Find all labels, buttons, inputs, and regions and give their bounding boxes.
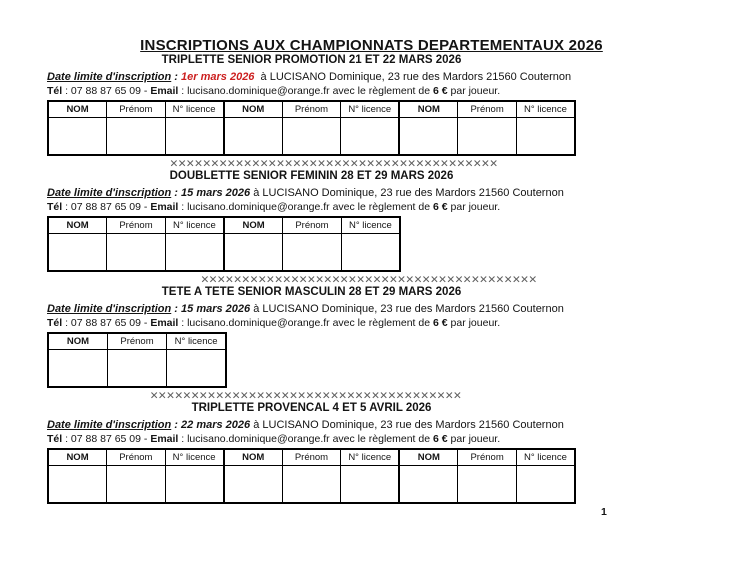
tel-number: : 07 88 87 65 09 - [62,433,151,445]
fee-tail: par joueur. [447,85,501,97]
tel-number: : 07 88 87 65 09 - [62,85,151,97]
registration-table [47,216,401,272]
event-heading: TETE A TETE SENIOR MASCULIN 28 ET 29 MARS 2026 [161,286,462,298]
empty-cell [165,466,224,504]
column-header-prenom: Prénom [282,449,341,466]
email-label: Email [150,201,179,213]
fee-amount: 6 € [432,85,448,97]
deadline-label: Date limite d'inscription [47,71,172,83]
column-header-licence: N° licence [165,101,224,118]
empty-cell [107,350,166,388]
empty-cell [399,118,458,156]
empty-cell [165,118,224,156]
tel-label: Tél [47,85,63,97]
empty-cell [282,466,341,504]
column-header-licence: N° licence [341,217,400,234]
deadline-colon: : [171,71,182,83]
empty-cell [48,350,107,388]
table-empty-row [48,234,400,272]
event-section-tete-a-tete-masculin [47,286,576,402]
table-header-row [48,333,226,350]
deadline-date: 1er mars 2026 [181,71,255,83]
event-heading: TRIPLETTE PROVENCAL 4 ET 5 AVRIL 2026 [191,402,432,414]
empty-cell [341,466,400,504]
email-address: : lucisano.dominique@orange.fr avec le règlement de [178,317,433,329]
deadline-label: Date limite d'inscription [47,303,172,315]
contact-line [47,317,576,330]
empty-cell [458,118,517,156]
table-header-row [48,101,575,118]
email-address: : lucisano.dominique@orange.fr avec le règlement de [178,433,433,445]
empty-cell [48,118,107,156]
column-header-licence: N° licence [167,333,226,350]
column-header-licence: N° licence [516,449,575,466]
deadline-line [47,418,576,432]
deadline-colon: : [171,187,182,199]
table-header-row [48,449,575,466]
column-header-prenom: Prénom [107,333,166,350]
fee-amount: 6 € [432,433,448,445]
column-header-licence: N° licence [341,449,400,466]
x-separator: ✕✕✕✕✕✕✕✕✕✕✕✕✕✕✕✕✕✕✕✕✕✕✕✕✕✕✕✕✕✕✕✕✕✕✕✕✕✕ [149,390,462,402]
fee-tail: par joueur. [447,317,501,329]
column-header-nom: NOM [399,449,458,466]
empty-cell [516,118,575,156]
doc-title [0,0,743,54]
column-header-licence: N° licence [165,449,224,466]
deadline-location: à LUCISANO Dominique, 23 rue des Mardors 21560 Couternon [254,71,572,83]
fee-amount: 6 € [432,317,448,329]
column-header-prenom: Prénom [107,217,166,234]
column-header-nom: NOM [48,449,107,466]
deadline-location: à LUCISANO Dominique, 23 rue des Mardors 21560 Couternon [250,303,564,315]
deadline-colon: : [171,303,182,315]
doc-title-text: INSCRIPTIONS AUX CHAMPIONNATS DEPARTEMENTAUX 2026 [140,37,603,54]
email-label: Email [150,317,179,329]
column-header-licence: N° licence [165,217,224,234]
table-empty-row [48,350,226,388]
column-header-nom: NOM [224,217,283,234]
column-header-nom: NOM [48,101,107,118]
column-header-prenom: Prénom [107,449,166,466]
empty-cell [399,466,458,504]
registration-table [47,100,576,156]
deadline-line [47,302,576,316]
fee-amount: 6 € [432,201,448,213]
empty-cell [107,118,166,156]
email-address: : lucisano.dominique@orange.fr avec le règlement de [178,201,433,213]
tel-label: Tél [47,317,63,329]
empty-cell [516,466,575,504]
empty-cell [282,118,341,156]
deadline-line [47,186,576,200]
x-separator: ✕✕✕✕✕✕✕✕✕✕✕✕✕✕✕✕✕✕✕✕✕✕✕✕✕✕✕✕✕✕✕✕✕✕✕✕✕✕✕✕✕ [200,274,537,286]
empty-cell [224,118,283,156]
registration-table [47,332,227,388]
contact-line [47,433,576,446]
empty-cell [48,466,107,504]
event-section-doublette-feminin [47,170,576,286]
empty-cell [341,118,400,156]
column-header-licence: N° licence [341,101,400,118]
empty-cell [165,234,224,272]
email-address: : lucisano.dominique@orange.fr avec le règlement de [178,85,433,97]
registration-table [47,448,576,504]
table-empty-row [48,466,575,504]
empty-cell [283,234,342,272]
deadline-label: Date limite d'inscription [47,187,172,199]
empty-cell [107,234,166,272]
contact-line [47,201,576,214]
event-section-triplette-provencal [47,402,576,504]
deadline-date: 22 mars 2026 [181,419,251,431]
column-header-prenom: Prénom [282,101,341,118]
tel-number: : 07 88 87 65 09 - [62,201,151,213]
fee-tail: par joueur. [447,433,501,445]
table-header-row [48,217,400,234]
event-section-triplette-promotion [47,54,576,170]
deadline-date: 15 mars 2026 [181,187,251,199]
empty-cell [107,466,166,504]
deadline-location: à LUCISANO Dominique, 23 rue des Mardors 21560 Couternon [250,187,564,199]
empty-cell [167,350,226,388]
table-empty-row [48,118,575,156]
event-heading: TRIPLETTE SENIOR PROMOTION 21 ET 22 MARS 2026 [161,54,462,66]
column-header-prenom: Prénom [107,101,166,118]
column-header-prenom: Prénom [283,217,342,234]
deadline-label: Date limite d'inscription [47,419,172,431]
empty-cell [224,234,283,272]
contact-line [47,85,576,98]
deadline-colon: : [171,419,182,431]
deadline-date: 15 mars 2026 [181,303,251,315]
column-header-nom: NOM [224,101,283,118]
column-header-prenom: Prénom [458,101,517,118]
deadline-line [47,70,576,84]
tel-label: Tél [47,433,63,445]
fee-tail: par joueur. [447,201,501,213]
x-separator: ✕✕✕✕✕✕✕✕✕✕✕✕✕✕✕✕✕✕✕✕✕✕✕✕✕✕✕✕✕✕✕✕✕✕✕✕✕✕✕✕ [169,158,498,170]
tel-number: : 07 88 87 65 09 - [62,317,151,329]
column-header-licence: N° licence [516,101,575,118]
email-label: Email [150,433,179,445]
document-content [47,54,576,504]
empty-cell [224,466,283,504]
empty-cell [48,234,107,272]
page-number: 1 [601,506,607,518]
tel-label: Tél [47,201,63,213]
column-header-nom: NOM [48,217,107,234]
column-header-nom: NOM [399,101,458,118]
column-header-nom: NOM [48,333,107,350]
column-header-nom: NOM [224,449,283,466]
event-heading: DOUBLETTE SENIOR FEMININ 28 ET 29 MARS 2026 [169,170,454,182]
empty-cell [341,234,400,272]
deadline-location: à LUCISANO Dominique, 23 rue des Mardors 21560 Couternon [250,419,564,431]
column-header-prenom: Prénom [458,449,517,466]
email-label: Email [150,85,179,97]
empty-cell [458,466,517,504]
